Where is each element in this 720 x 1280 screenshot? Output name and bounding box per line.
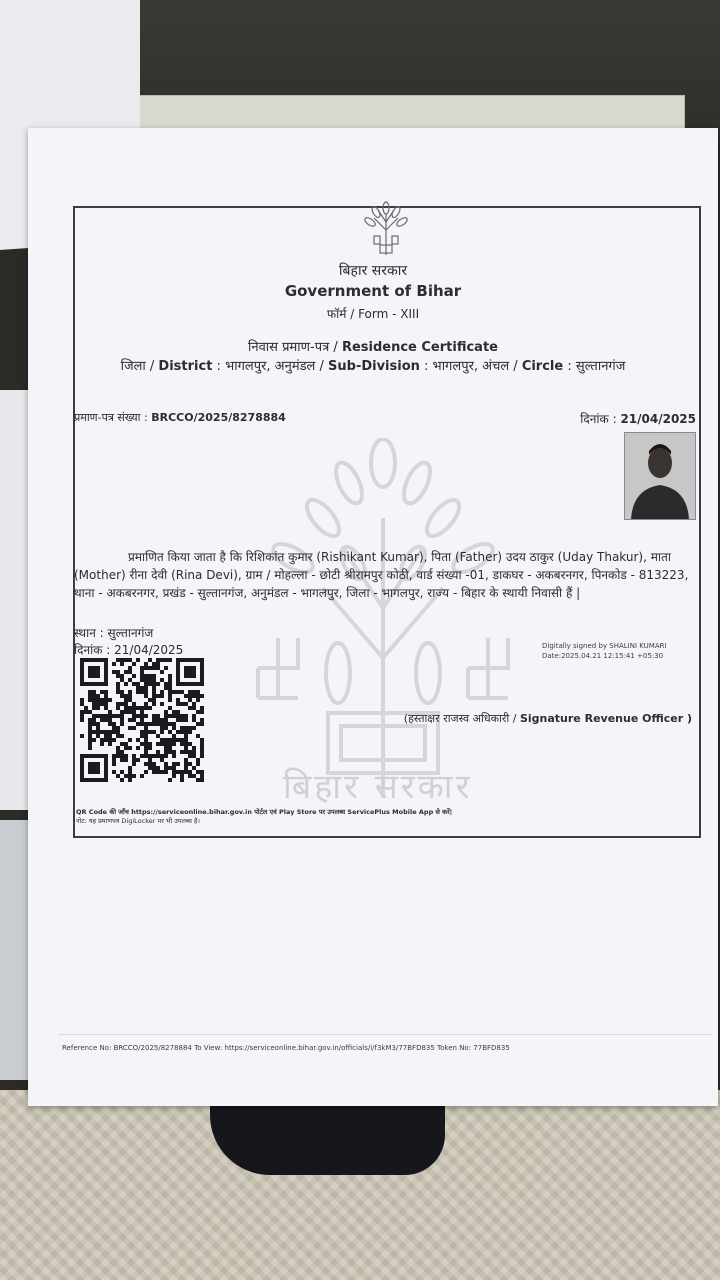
issue-date-label: दिनांक : [580,412,621,426]
government-name-english: Government of Bihar [284,282,462,300]
applicant-photo [624,432,696,520]
certificate-title-hindi: निवास प्रमाण-पत्र / [248,340,342,355]
bodhi-tree-emblem-icon [253,438,513,818]
certificate-statement: प्रमाणित किया जाता है कि रिशिकांत कुमार (Rishikant Kumar), पिता (Father) उदय ठाकुर (Uday Thakur), माता (Mother) रीना देवी (Rina Devi), ग्राम / मोहल्ला - छोटी श्रीरामपुर कोठी, वार्ड संख्या -01, डाकघर - अकबरनगर, पिनकोड - 813223, थाना - अकबरनगर, प्रखंड - सुल्तानगंज, अनुमंडल - भागलपुर, जिला - भागलपुर, राज्य - बिहार के स्थायी निवासी हैं | [74,550,689,600]
qr-note-line1: QR Code की जाँच https://serviceonline.bihar.gov.in पोर्टल एवं Play Store पर उपलब्ध ServicePlus Mobile App से करें| [76,808,453,816]
government-name-hindi: बिहार सरकार [338,263,408,279]
residence-certificate [28,128,718,1106]
issue-place: स्थान : सुल्तानगंज [74,626,154,640]
subdivision-label: Sub-Division [328,359,420,374]
subdivision-value: : भागलपुर, अंचल / [419,359,522,374]
digitally-signed-by: Digitally signed by SHALINI KUMARI [542,642,667,650]
signature-officer [404,711,692,726]
bihar-emblem-icon [360,200,412,260]
district-label: District [158,359,213,374]
background-paper-edge [0,390,28,810]
district-value: : भागलपुर, अनुमंडल / [212,359,329,374]
certificate-number-label: प्रमाण-पत्र संख्या : [74,411,152,424]
issue-date-value: 21/04/2025 [620,412,696,426]
circle-label: Circle [521,359,564,374]
issue-date [580,410,696,427]
watermark-text: बिहार सरकार [283,767,473,807]
footer-divider [58,1034,712,1035]
certificate-number-value: BRCCO/2025/8278884 [151,411,286,424]
digital-signature-block [542,641,667,661]
certificate-body [74,548,696,602]
signature-label-english: Signature Revenue Officer ) [519,712,692,725]
qr-note-line2: नोट: यह प्रमाणपत्र DigiLocker पर भी उपलब्ध है। [76,817,200,825]
place-date: दिनांक : 21/04/2025 [74,643,184,657]
signature-date: Date:2025.04.21 12:15:41 +05:30 [542,652,664,660]
district-label-hindi: जिला / [120,359,159,374]
signature-label-hindi: (हस्ताक्षर राजस्व अधिकारी / [403,712,520,725]
qr-verification-note [76,808,452,826]
certificate-title [28,337,718,355]
district-line [28,356,718,374]
certificate-number [74,410,286,425]
reference-line: Reference No: BRCCO/2025/8278884 To View: https://serviceonline.bihar.gov.in/officials/i/f3kM3/77BFD835 Token No: 77BFD835 [62,1044,510,1052]
person-silhouette-icon [625,433,695,519]
certificate-title-english: Residence Certificate [341,340,498,355]
qr-code-icon [80,658,204,782]
circle-value: : सुल्तानगंज [563,359,626,374]
form-number: फॉर्म / Form - XIII [326,307,420,321]
background-cloth-fold [210,1095,445,1175]
